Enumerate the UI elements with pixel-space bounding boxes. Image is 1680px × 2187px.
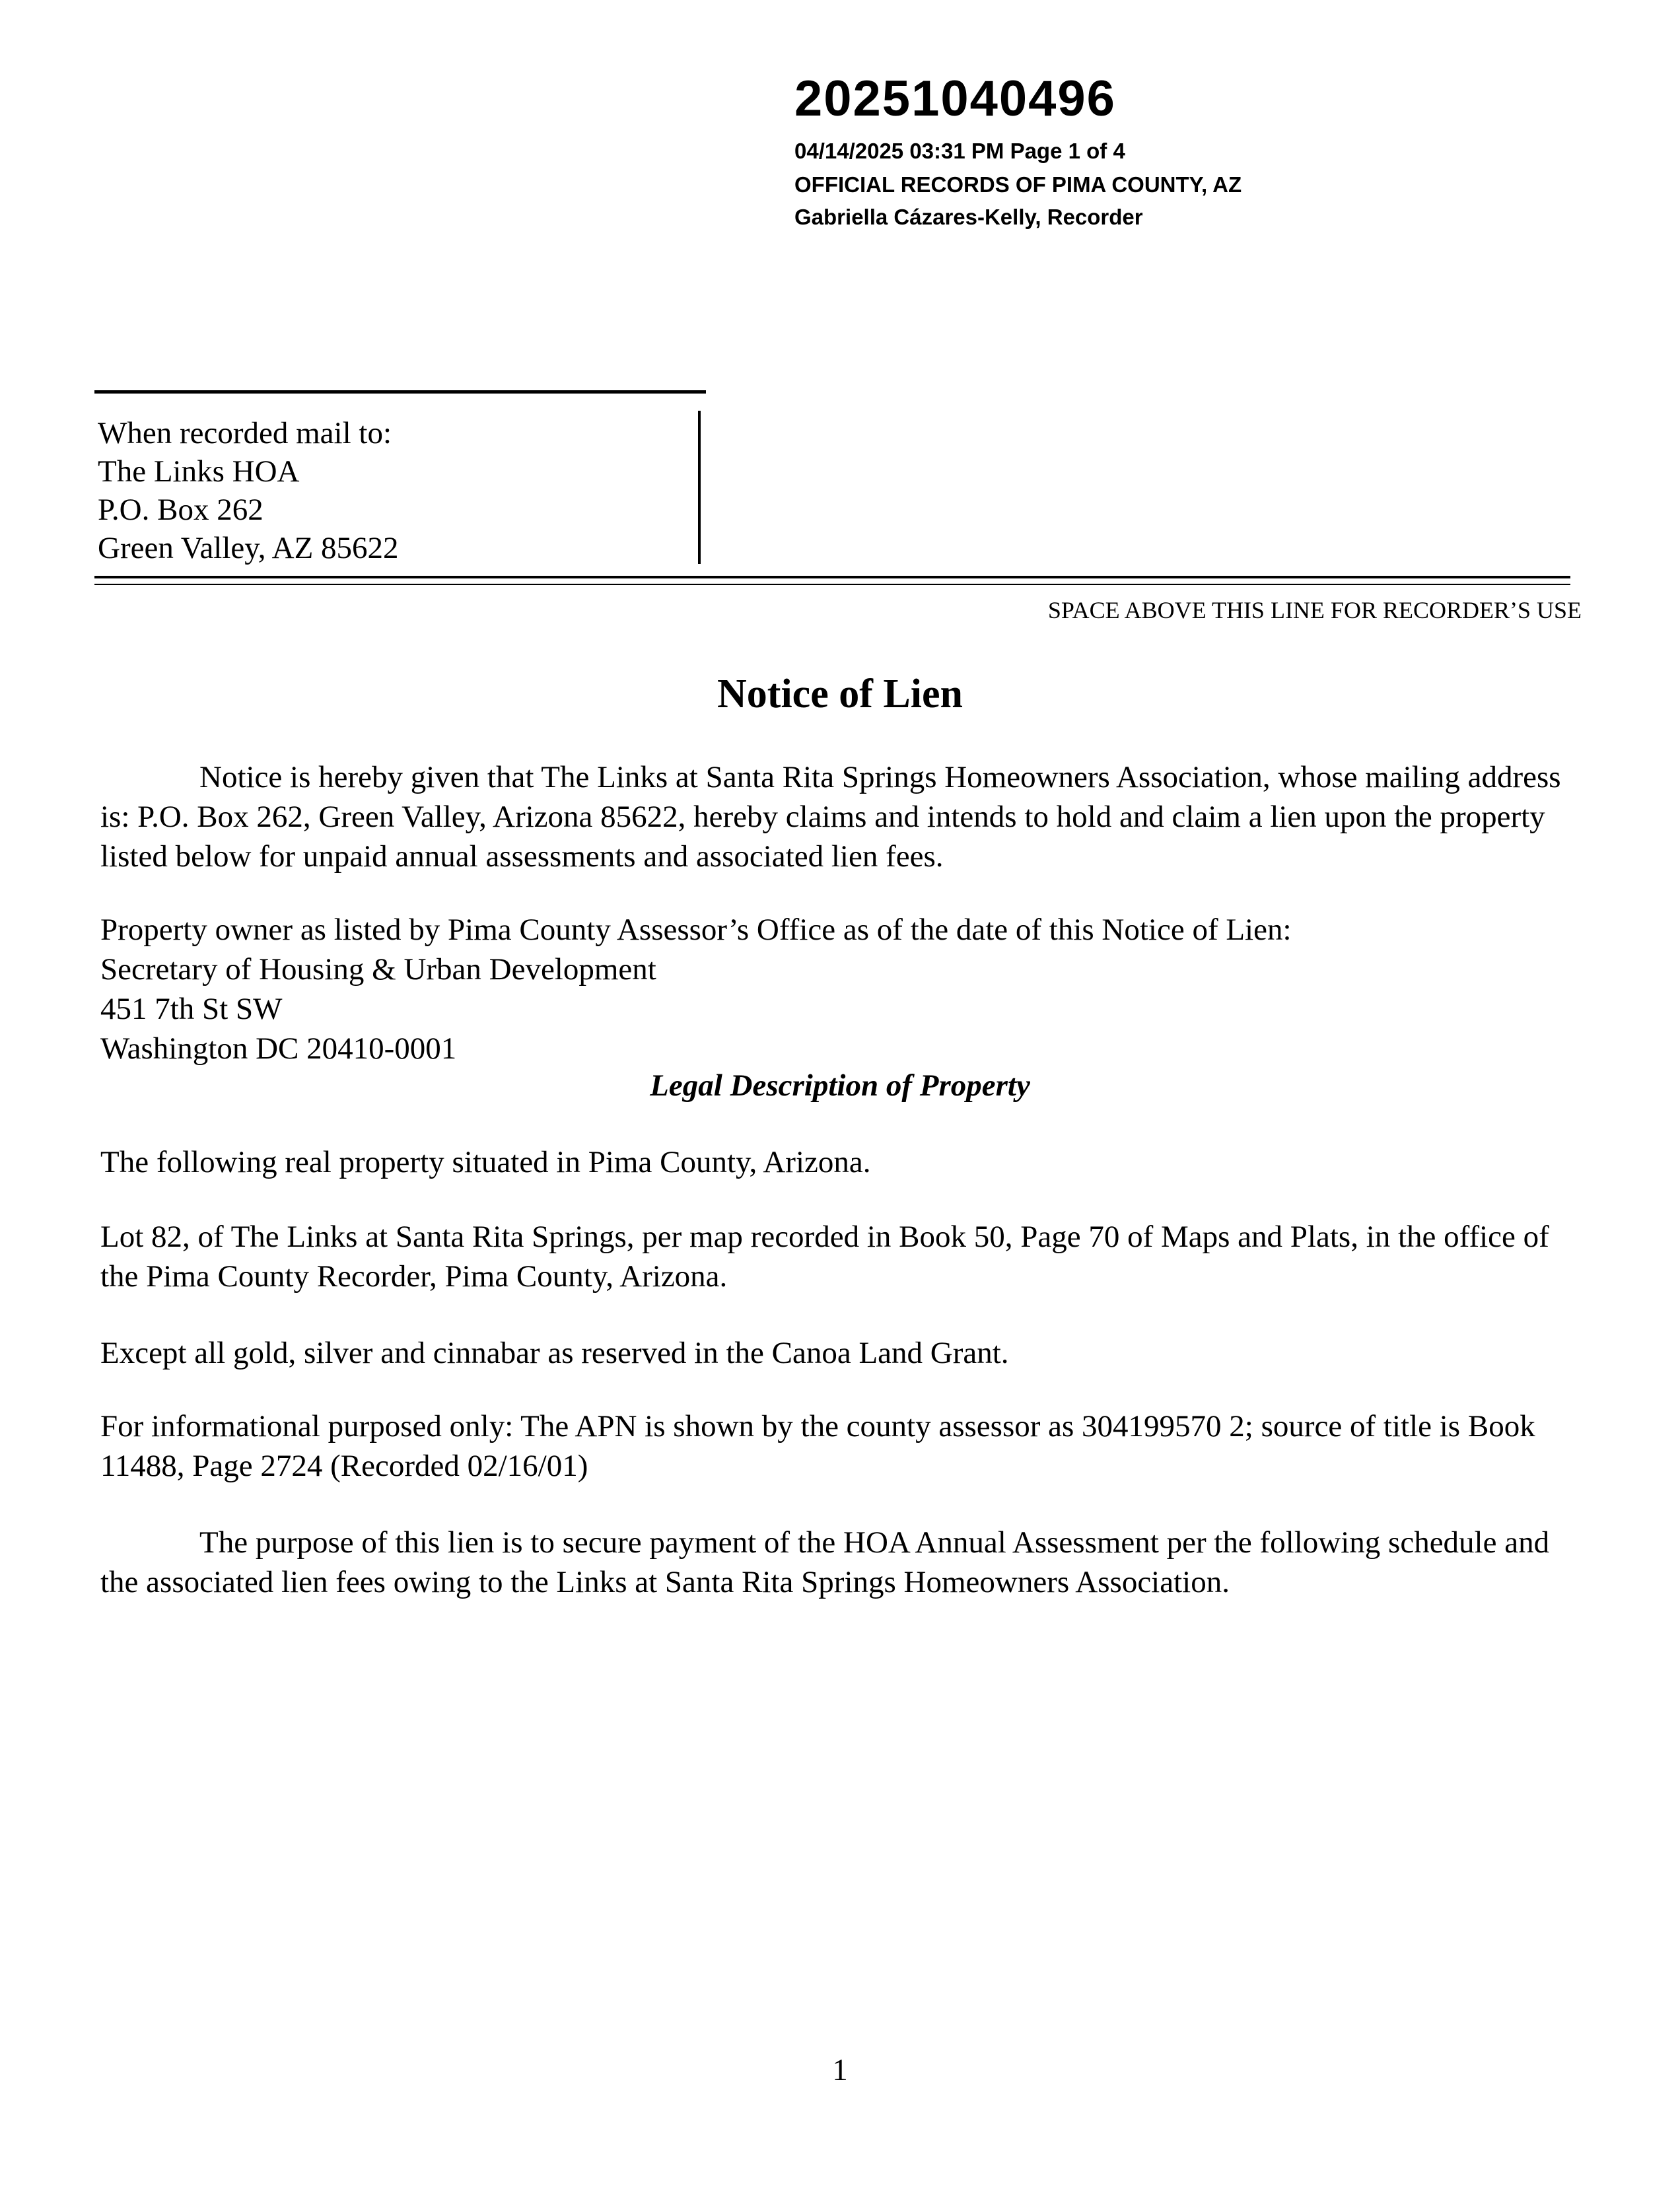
exception-paragraph: Except all gold, silver and cinnabar as reserved in the Canoa Land Grant. <box>100 1336 1009 1370</box>
recording-number: 20251040496 <box>794 71 1116 127</box>
purpose-paragraph: The purpose of this lien is to secure payment of the HOA Annual Assessment per the following schedule and the associated lien fees owing to the Links at Santa Rita Springs Homeowners Association. <box>100 1525 1550 1599</box>
mail-box-right-rule <box>698 411 701 564</box>
mail-to-block <box>98 414 679 567</box>
legal-description-heading: Legal Description of Property <box>650 1068 1030 1103</box>
owner-block <box>100 910 1593 1068</box>
legal-intro-paragraph: The following real property situated in Pima County, Arizona. <box>100 1145 871 1179</box>
owner-street: 451 7th St SW <box>100 992 283 1026</box>
mail-to-address-2: Green Valley, AZ 85622 <box>98 531 399 565</box>
owner-city: Washington DC 20410-0001 <box>100 1031 457 1066</box>
mail-to-label: When recorded mail to: <box>98 416 392 450</box>
document-title: Notice of Lien <box>717 672 963 716</box>
owner-name: Secretary of Housing & Urban Development <box>100 952 656 987</box>
mail-to-name: The Links HOA <box>98 454 300 489</box>
mail-to-address-1: P.O. Box 262 <box>98 493 263 527</box>
recording-date-line: 04/14/2025 03:31 PM Page 1 of 4 <box>794 139 1125 163</box>
recorder-space-rule <box>94 576 1570 578</box>
recorder-name: Gabriella Cázares-Kelly, Recorder <box>794 205 1143 229</box>
recording-office: OFFICIAL RECORDS OF PIMA COUNTY, AZ <box>794 172 1242 197</box>
owner-label: Property owner as listed by Pima County Assessor’s Office as of the date of this Notice of Lien: <box>100 913 1292 947</box>
page-number: 1 <box>832 2053 848 2087</box>
mail-box-top-rule <box>94 390 706 394</box>
intro-paragraph: Notice is hereby given that The Links at Santa Rita Springs Homeowners Association, whose mailing address is: P.O. Box 262, Green Valley, Arizona 85622, hereby claims and intends to hold and claim a lien upon the property listed below for unpaid annual assessments and associated lien fees. <box>100 760 1561 874</box>
recorder-space-rule-secondary <box>94 584 1570 585</box>
apn-info-paragraph: For informational purposed only: The APN is shown by the county assessor as 304199570 2; source of title is Book 11488, Page 2724 (Recorded 02/16/01) <box>100 1409 1535 1483</box>
lot-description-paragraph: Lot 82, of The Links at Santa Rita Springs, per map recorded in Book 50, Page 70 of Maps and Plats, in the office of the Pima County Recorder, Pima County, Arizona. <box>100 1220 1549 1294</box>
recorder-space-caption: SPACE ABOVE THIS LINE FOR RECORDER’S USE <box>1047 597 1582 623</box>
